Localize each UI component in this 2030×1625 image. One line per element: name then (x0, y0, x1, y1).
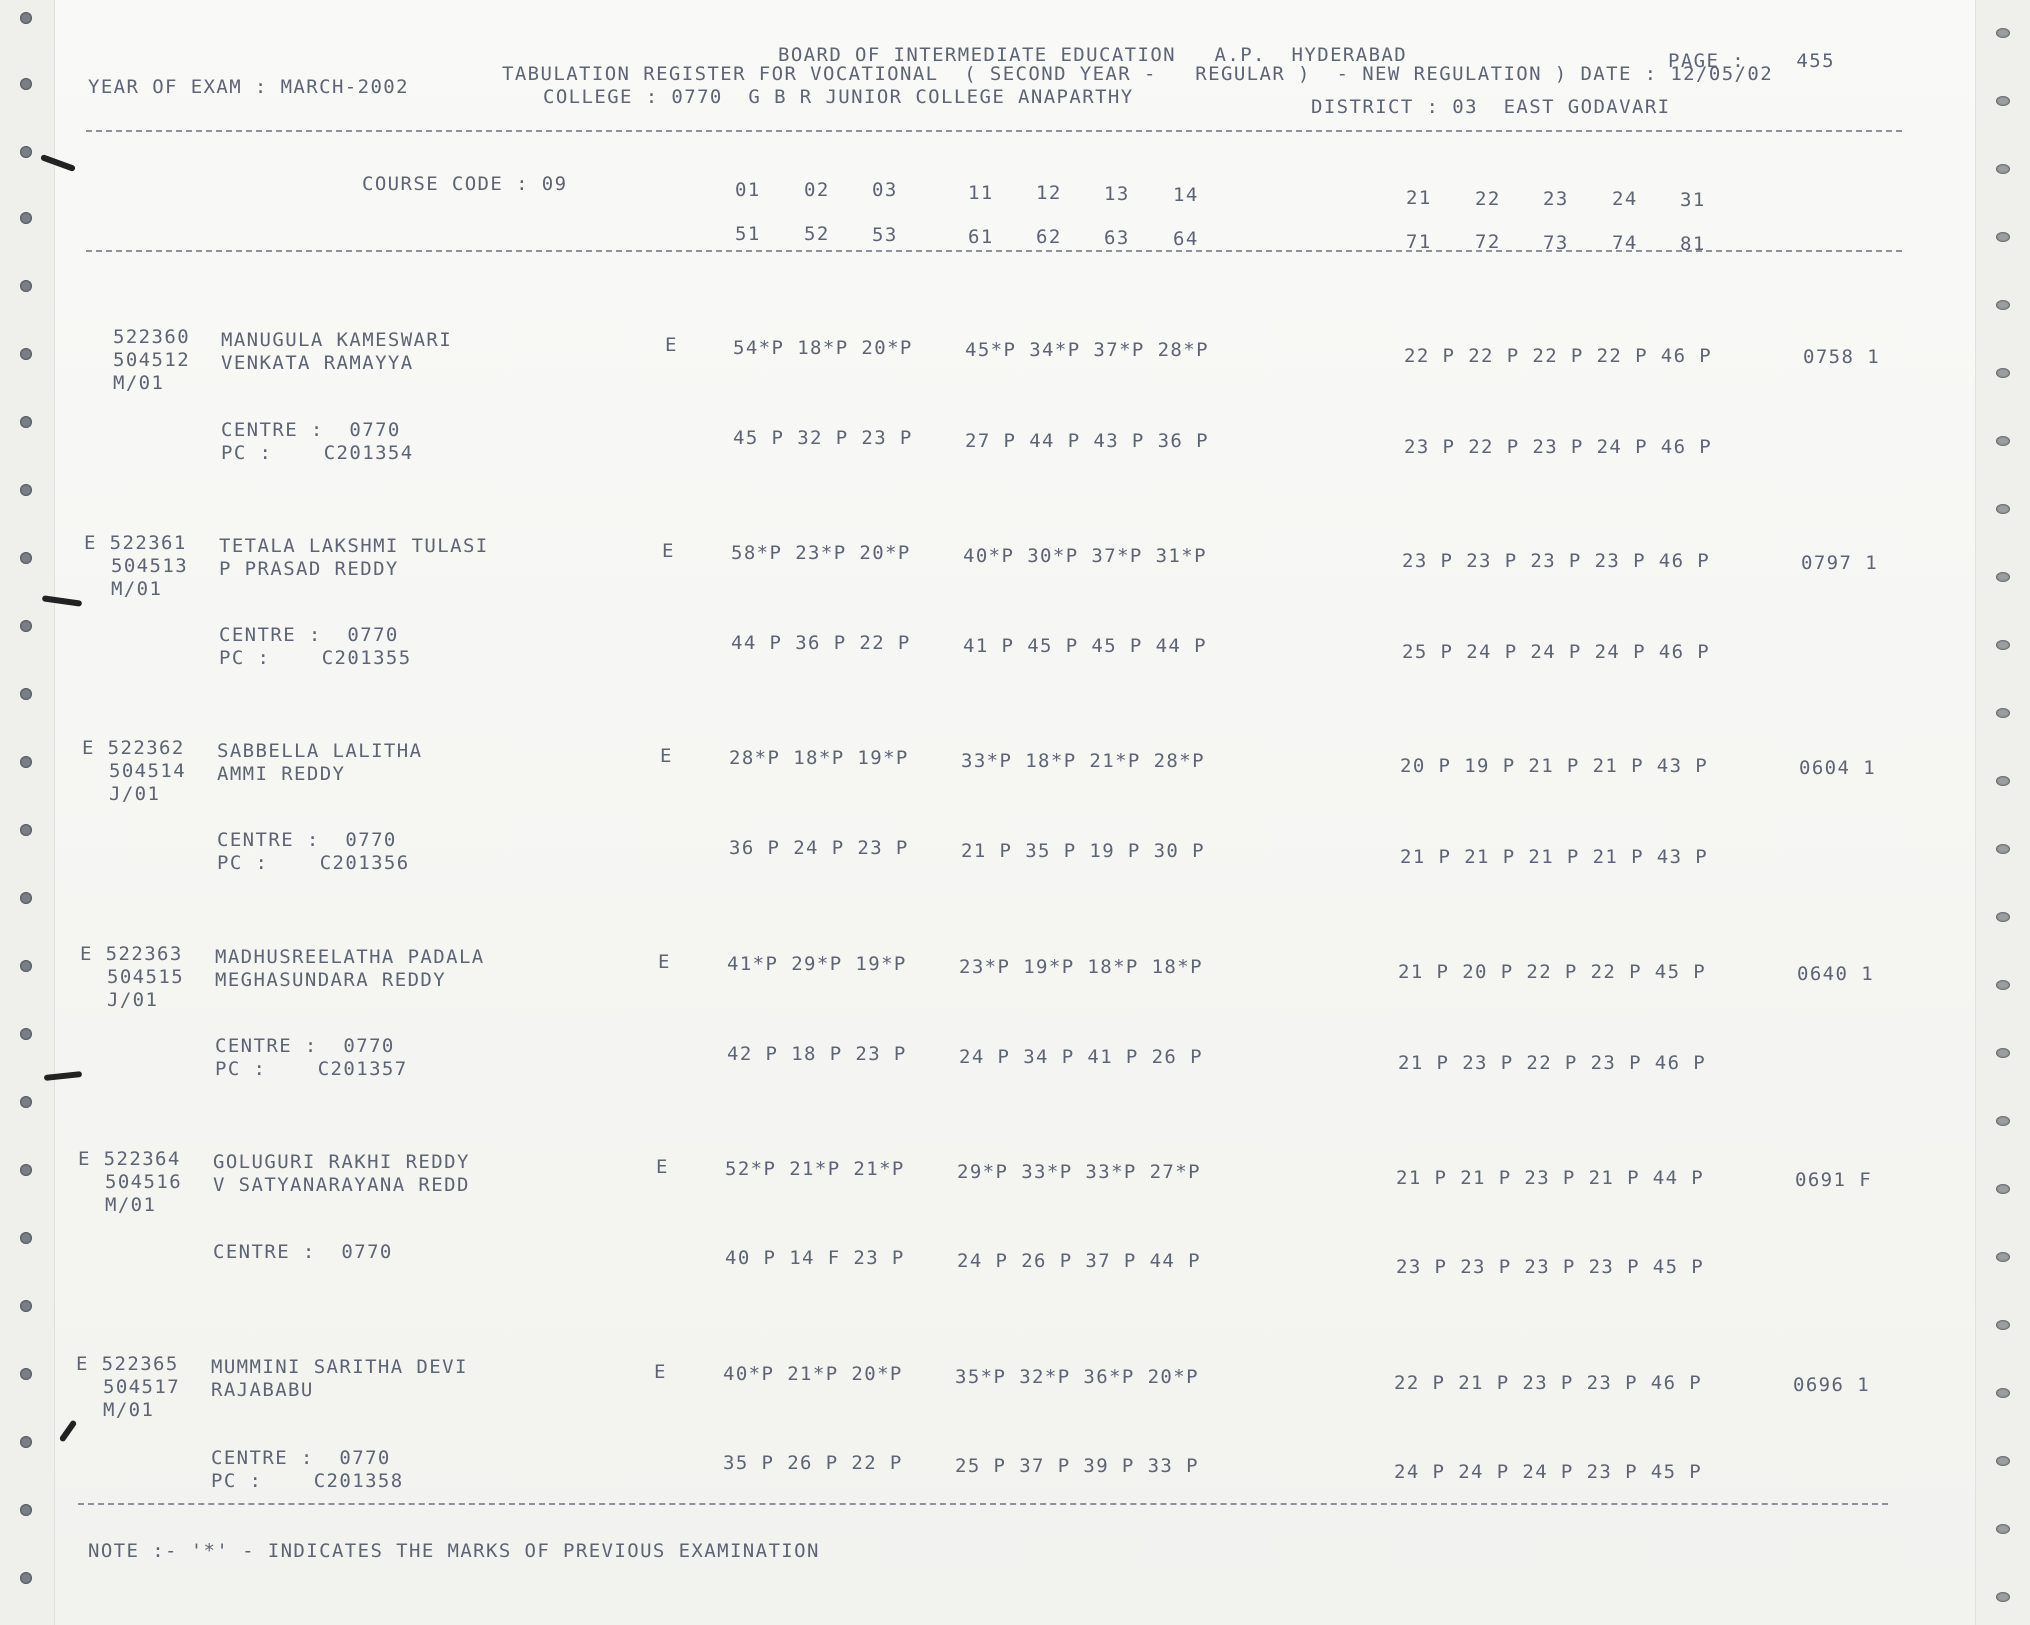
student-name: GOLUGURI RAKHI REDDY (213, 1151, 470, 1173)
total-result: 0797 1 (1801, 552, 1879, 574)
feed-hole (20, 756, 32, 768)
marks-current-group3: 21 P 23 P 22 P 23 P 46 P (1398, 1052, 1707, 1074)
medium: E (658, 951, 671, 973)
marks-current-group2: 21 P 35 P 19 P 30 P (961, 840, 1205, 862)
marks-previous-group2: 29*P 33*P 33*P 27*P (957, 1161, 1201, 1183)
feed-hole (1996, 164, 2010, 174)
hall-ticket-number: E 522365 (76, 1353, 179, 1375)
marks-current-group1: 44 P 36 P 22 P (731, 632, 911, 654)
marks-current-group1: 40 P 14 F 23 P (725, 1247, 905, 1269)
student-name: MANUGULA KAMESWARI (221, 329, 453, 351)
marks-previous-group2: 23*P 19*P 18*P 18*P (959, 956, 1203, 978)
marks-group3: 22 P 21 P 23 P 23 P 46 P (1394, 1372, 1703, 1394)
total-result: 0696 1 (1793, 1374, 1871, 1396)
column-code: 01 (735, 179, 761, 201)
feed-hole (20, 1368, 32, 1380)
column-code: 53 (872, 224, 898, 246)
hall-ticket-number: E 522362 (82, 737, 185, 759)
father-name: VENKATA RAMAYYA (221, 352, 414, 374)
feed-hole (1996, 1456, 2010, 1466)
feed-hole (20, 824, 32, 836)
pc-number: PC : C201358 (211, 1470, 404, 1492)
feed-hole (20, 416, 32, 428)
feed-hole (1996, 1048, 2010, 1058)
marks-previous-group1: 41*P 29*P 19*P (727, 953, 907, 975)
registration-number: 504517 (103, 1376, 181, 1398)
column-code: 02 (804, 179, 830, 201)
centre: CENTRE : 0770 (219, 624, 399, 646)
column-code: 23 (1543, 188, 1569, 210)
marks-current-group1: 36 P 24 P 23 P (729, 837, 909, 859)
hall-ticket-number: E 522363 (80, 943, 183, 965)
medium: E (665, 334, 678, 356)
pc-number: PC : C201354 (221, 442, 414, 464)
marks-previous-group2: 45*P 34*P 37*P 28*P (965, 339, 1209, 361)
feed-hole (20, 1572, 32, 1584)
footnote: NOTE :- '*' - INDICATES THE MARKS OF PREVIOUS EXAMINATION (88, 1540, 820, 1562)
registration-number: 504512 (113, 349, 191, 371)
marks-group3: 21 P 20 P 22 P 22 P 45 P (1398, 961, 1707, 983)
feed-hole (20, 960, 32, 972)
feed-hole (1996, 504, 2010, 514)
feed-hole (20, 12, 32, 24)
pc-number: PC : C201356 (217, 852, 410, 874)
registration-number: 504516 (105, 1171, 183, 1193)
student-name: SABBELLA LALITHA (217, 740, 423, 762)
marks-current-group3: 24 P 24 P 24 P 23 P 45 P (1394, 1461, 1703, 1483)
marks-group3: 23 P 23 P 23 P 23 P 46 P (1402, 550, 1711, 572)
pc-number: PC : C201355 (219, 647, 412, 669)
column-code: 21 (1406, 187, 1432, 209)
father-name: MEGHASUNDARA REDDY (215, 969, 447, 991)
medium: E (656, 1156, 669, 1178)
feed-hole (20, 1232, 32, 1244)
column-code: 03 (872, 179, 898, 201)
course-code: COURSE CODE : 09 (362, 173, 568, 195)
feed-hole (1996, 980, 2010, 990)
column-code: 24 (1612, 188, 1638, 210)
marks-current-group2: 25 P 37 P 39 P 33 P (955, 1455, 1199, 1477)
feed-hole (1996, 28, 2010, 38)
marks-previous-group1: 40*P 21*P 20*P (723, 1363, 903, 1385)
marks-previous-group1: 52*P 21*P 21*P (725, 1158, 905, 1180)
father-name: AMMI REDDY (217, 763, 346, 785)
feed-hole (20, 552, 32, 564)
total-result: 0758 1 (1803, 346, 1881, 368)
column-code: 12 (1036, 182, 1062, 204)
student-name: MADHUSREELATHA PADALA (215, 946, 485, 968)
marks-current-group2: 27 P 44 P 43 P 36 P (965, 430, 1209, 452)
student-name: TETALA LAKSHMI TULASI (219, 535, 489, 557)
board-title: BOARD OF INTERMEDIATE EDUCATION A.P. HYDERABAD (778, 44, 1408, 66)
feed-hole (20, 1436, 32, 1448)
hall-ticket-number: 522360 (113, 326, 191, 348)
column-code: 74 (1612, 232, 1638, 254)
centre: CENTRE : 0770 (221, 419, 401, 441)
hall-ticket-number: E 522364 (78, 1148, 181, 1170)
category: J/01 (107, 989, 159, 1011)
marks-previous-group2: 35*P 32*P 36*P 20*P (955, 1366, 1199, 1388)
marks-current-group2: 24 P 34 P 41 P 26 P (959, 1046, 1203, 1068)
feed-hole (1996, 300, 2010, 310)
feed-hole (1996, 96, 2010, 106)
feed-hole (20, 1028, 32, 1040)
centre: CENTRE : 0770 (211, 1447, 391, 1469)
column-code: 13 (1104, 183, 1130, 205)
feed-hole (1996, 232, 2010, 242)
feed-hole (20, 78, 32, 90)
feed-hole (20, 1164, 32, 1176)
registration-number: 504514 (109, 760, 187, 782)
marks-current-group1: 45 P 32 P 23 P (733, 427, 913, 449)
feed-hole (1996, 436, 2010, 446)
marks-current-group3: 25 P 24 P 24 P 24 P 46 P (1402, 641, 1711, 663)
ink-mark (59, 1419, 78, 1442)
feed-hole (1996, 572, 2010, 582)
student-name: MUMMINI SARITHA DEVI (211, 1356, 468, 1378)
tractor-feed-right (1975, 0, 2030, 1625)
marks-group3: 20 P 19 P 21 P 21 P 43 P (1400, 755, 1709, 777)
feed-hole (20, 280, 32, 292)
medium: E (654, 1361, 667, 1383)
feed-hole (20, 892, 32, 904)
marks-current-group1: 42 P 18 P 23 P (727, 1043, 907, 1065)
centre: CENTRE : 0770 (215, 1035, 395, 1057)
category: M/01 (111, 578, 163, 600)
feed-hole (1996, 368, 2010, 378)
header-divider (86, 130, 1902, 132)
feed-hole (20, 1096, 32, 1108)
feed-hole (1996, 1320, 2010, 1330)
column-code: 71 (1406, 231, 1432, 253)
column-code: 81 (1680, 233, 1706, 255)
hall-ticket-number: E 522361 (84, 532, 187, 554)
marks-group3: 22 P 22 P 22 P 22 P 46 P (1404, 345, 1713, 367)
marks-current-group3: 23 P 23 P 23 P 23 P 45 P (1396, 1256, 1705, 1278)
tractor-feed-left (0, 0, 55, 1625)
column-code: 62 (1036, 226, 1062, 248)
feed-hole (1996, 1388, 2010, 1398)
registration-number: 504513 (111, 555, 189, 577)
column-code: 51 (735, 223, 761, 245)
feed-hole (20, 688, 32, 700)
feed-hole (1996, 1116, 2010, 1126)
marks-previous-group2: 33*P 18*P 21*P 28*P (961, 750, 1205, 772)
feed-hole (1996, 776, 2010, 786)
column-code: 64 (1173, 228, 1199, 250)
category: M/01 (103, 1399, 155, 1421)
feed-hole (1996, 1252, 2010, 1262)
column-code: 31 (1680, 189, 1706, 211)
father-name: P PRASAD REDDY (219, 558, 399, 580)
marks-current-group2: 24 P 26 P 37 P 44 P (957, 1250, 1201, 1272)
page-number: PAGE : 455 (1668, 50, 1835, 72)
college-info: COLLEGE : 0770 G B R JUNIOR COLLEGE ANAPARTHY (543, 86, 1134, 108)
footer-divider (78, 1503, 1888, 1505)
register-title: TABULATION REGISTER FOR VOCATIONAL ( SECOND YEAR - REGULAR ) - NEW REGULATION ) DATE : 12/05/02 (502, 63, 1774, 85)
column-code: 63 (1104, 227, 1130, 249)
pc-number: PC : C201357 (215, 1058, 408, 1080)
medium: E (662, 540, 675, 562)
marks-previous-group2: 40*P 30*P 37*P 31*P (963, 545, 1207, 567)
medium: E (660, 745, 673, 767)
year-of-exam: YEAR OF EXAM : MARCH-2002 (88, 76, 409, 98)
category: J/01 (109, 783, 161, 805)
feed-hole (1996, 912, 2010, 922)
column-code: 14 (1173, 184, 1199, 206)
registration-number: 504515 (107, 966, 185, 988)
feed-hole (1996, 1524, 2010, 1534)
feed-hole (1996, 844, 2010, 854)
centre: CENTRE : 0770 (217, 829, 397, 851)
feed-hole (20, 212, 32, 224)
feed-hole (20, 1300, 32, 1312)
feed-hole (20, 484, 32, 496)
total-result: 0691 F (1795, 1169, 1873, 1191)
total-result: 0604 1 (1799, 757, 1877, 779)
centre: CENTRE : 0770 (213, 1241, 393, 1263)
father-name: V SATYANARAYANA REDD (213, 1174, 470, 1196)
feed-hole (20, 146, 32, 158)
marks-current-group2: 41 P 45 P 45 P 44 P (963, 635, 1207, 657)
feed-hole (20, 620, 32, 632)
feed-hole (1996, 640, 2010, 650)
marks-current-group3: 21 P 21 P 21 P 21 P 43 P (1400, 846, 1709, 868)
district-info: DISTRICT : 03 EAST GODAVARI (1311, 96, 1671, 118)
marks-previous-group1: 28*P 18*P 19*P (729, 747, 909, 769)
feed-hole (20, 1504, 32, 1516)
marks-previous-group1: 58*P 23*P 20*P (731, 542, 911, 564)
feed-hole (20, 348, 32, 360)
marks-current-group3: 23 P 22 P 23 P 24 P 46 P (1404, 436, 1713, 458)
column-code: 61 (968, 226, 994, 248)
column-code: 52 (804, 223, 830, 245)
feed-hole (1996, 1184, 2010, 1194)
father-name: RAJABABU (211, 1379, 314, 1401)
column-code: 22 (1475, 188, 1501, 210)
marks-current-group1: 35 P 26 P 22 P (723, 1452, 903, 1474)
category: M/01 (105, 1194, 157, 1216)
marks-previous-group1: 54*P 18*P 20*P (733, 337, 913, 359)
feed-hole (1996, 708, 2010, 718)
total-result: 0640 1 (1797, 963, 1875, 985)
feed-hole (1996, 1592, 2010, 1602)
category: M/01 (113, 372, 165, 394)
column-code: 11 (968, 182, 994, 204)
marks-group3: 21 P 21 P 23 P 21 P 44 P (1396, 1167, 1705, 1189)
column-code: 72 (1475, 231, 1501, 253)
column-code: 73 (1543, 232, 1569, 254)
column-header-divider (86, 250, 1902, 252)
